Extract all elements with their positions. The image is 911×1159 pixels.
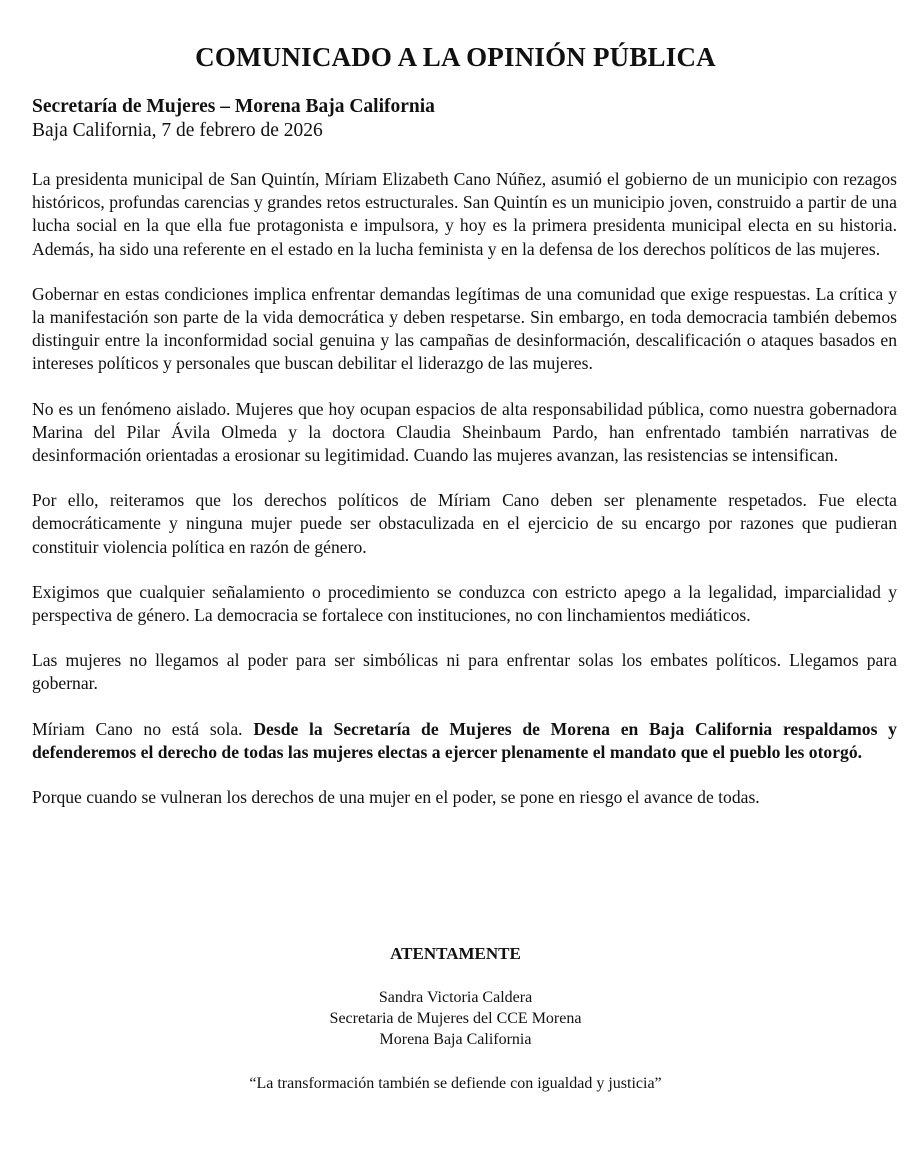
issuing-organization: Secretaría de Mujeres – Morena Baja California (32, 96, 435, 117)
document-body (32, 168, 897, 831)
salutation: ATENTAMENTE (390, 944, 521, 963)
signature-block (0, 987, 911, 1050)
closing-paragraph: Porque cuando se vulneran los derechos de una mujer en el poder, se pone en riesgo el avance de todas. (32, 787, 760, 808)
support-statement: Desde la Secretaría de Mujeres de Morena en Baja California respaldamos y defenderemos el derecho de todas las mujeres electas a ejercer plenamente el mandato que el pueblo les otorgó. (32, 718, 897, 762)
motto: “La transformación también se defiende con igualdad y justicia” (249, 1075, 662, 1092)
document-title: COMUNICADO A LA OPINIÓN PÚBLICA (195, 42, 716, 72)
support-paragraph (32, 718, 897, 764)
signer-name: Sandra Victoria Caldera (378, 989, 533, 1006)
paragraph: Las mujeres no llegamos al poder para ser simbólicas ni para enfrentar solas los embates políticos. Llegamos para gobernar. (32, 650, 897, 694)
paragraph: No es un fenómeno aislado. Mujeres que hoy ocupan espacios de alta responsabilidad pública, como nuestra gobernadora Marina del Pilar Ávila Olmeda y la doctora Claudia Sheinbaum Pardo, han enfrentado también narrativas de desinformación orientadas a erosionar su legitimidad. Cuando las mujeres avanzan, las resistencias se intensifican. (32, 398, 897, 466)
paragraph: Por ello, reiteramos que los derechos políticos de Míriam Cano deben ser plenamente respetados. Fue electa democráticamente y ninguna mujer puede ser obstaculizada en el ejercicio de su encargo por razones que pudieran constituir violencia política en razón de género. (32, 490, 897, 557)
paragraph: Gobernar en estas condiciones implica enfrentar demandas legítimas de una comunidad que exige respuestas. La crítica y la manifestación son parte de la vida democrática y deben respetarse. Sin embargo, en toda democracia también debemos distinguir entre la inconformidad social genuina y las campañas de desinformación, descalificación o ataques basados en intereses políticos y personales que buscan debilitar el liderazgo de las mujeres. (32, 283, 897, 374)
paragraph: La presidenta municipal de San Quintín, Míriam Elizabeth Cano Núñez, asumió el gobierno de un municipio con rezagos históricos, profundas carencias y grandes retos estructurales. San Quintín es un municipio joven, construido a partir de una lucha social en la que ella fue protagonista e impulsora, y hoy es la primera presidenta municipal electa en su historia. Además, ha sido una referente en el estado en la lucha feminista y en la defensa de los derechos políticos de las mujeres. (32, 169, 897, 259)
signer-position: Secretaria de Mujeres del CCE Morena (329, 1010, 582, 1027)
support-lead: Míriam Cano no está sola. (32, 718, 243, 739)
signer-organization: Morena Baja California (379, 1031, 532, 1048)
dateline: Baja California, 7 de febrero de 2026 (32, 120, 323, 141)
paragraph: Exigimos que cualquier señalamiento o procedimiento se conduzca con estricto apego a la legalidad, imparcialidad y perspectiva de género. La democracia se fortalece con instituciones, no con linchamientos mediáticos. (32, 581, 897, 626)
